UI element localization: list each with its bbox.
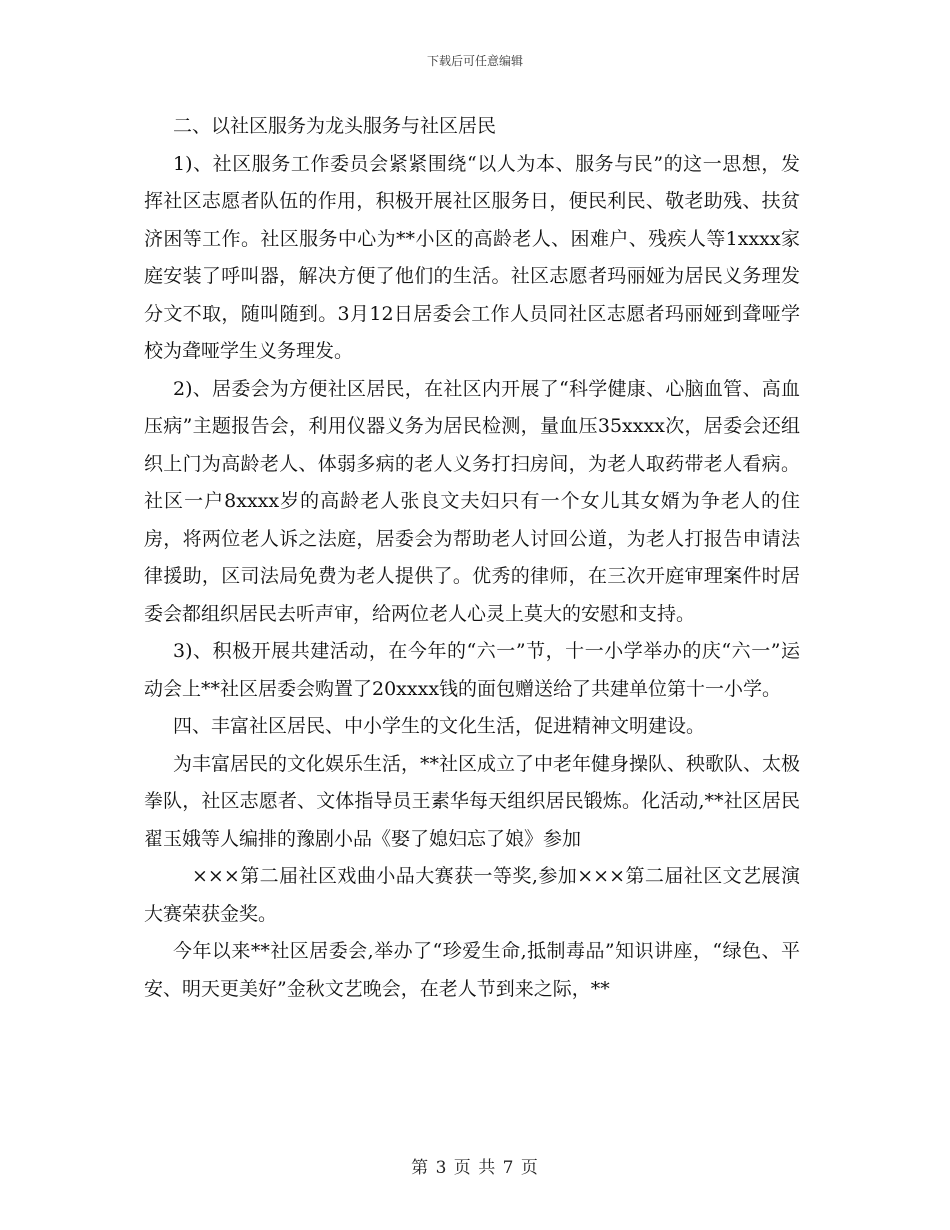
section-heading-2: 二、以社区服务为龙头服务与社区居民	[173, 115, 497, 137]
paragraph-activities: 今年以来**社区居委会,举办了“珍爱生命,抵制毒品”知识讲座，“绿色、平安、明天更美好”金秋文艺晚会，在老人节到来之际，**	[144, 940, 800, 1000]
paragraph-item-2: 2)、居委会为方便社区居民，在社区内开展了“科学健康、心脑血管、高血压病”主题报告会，利用仪器义务为居民检测，量血压35xxxx次，居委会还组织上门为高龄老人、体弱多病的老人义务打扫房间，为老人取药带老人看病。社区一户8xxxx岁的高龄老人张良文夫妇只有一个女儿其女婿为争老人的住房，将两位老人诉之法庭，居委会为帮助老人讨回公道，为老人打报告申请法律援助，区司法局免费为老人提供了。优秀的律师，在三次开庭审理案件时居委会都组织居民去听声审，给两位老人心灵上莫大的安慰和支持。	[144, 377, 800, 625]
page-header: 下载后可任意编辑	[426, 54, 523, 68]
paragraph-culture: 为丰富居民的文化娱乐生活，**社区成立了中老年健身操队、秧歌队、太极拳队，社区志愿者、文体指导员王素华每天组织居民锻炼。化活动,**社区居民翟玉娥等人编排的豫剧小品《娶了媳妇忘了娘》参加	[144, 752, 801, 850]
section-heading-4: 四、丰富社区居民、中小学生的文化生活，促进精神文明建设。	[173, 715, 706, 737]
page-number: 第 3 页 共 7 页	[411, 1158, 539, 1178]
paragraph-awards: ×××第二届社区戏曲小品大赛获一等奖,参加×××第二届社区文艺展演大赛荣获金奖。	[144, 865, 800, 925]
paragraph-item-1: 1)、社区服务工作委员会紧紧围绕“以人为本、服务与民”的这一思想，发挥社区志愿者队伍的作用，积极开展社区服务日，便民利民、敬老助残、扶贫济困等工作。社区服务中心为**小区的高龄老人、困难户、残疾人等1xxxx家庭安装了呼叫器，解决方便了他们的生活。社区志愿者玛丽娅为居民义务理发分文不取，随叫随到。3月12日居委会工作人员同社区志愿者玛丽娅到聋哑学校为聋哑学生义务理发。	[144, 152, 800, 362]
document-body	[144, 108, 800, 1008]
paragraph-item-3: 3)、积极开展共建活动，在今年的“六一”节，十一小学举办的庆“六一”运动会上**社区居委会购置了20xxxx钱的面包赠送给了共建单位第十一小学。	[144, 640, 800, 700]
